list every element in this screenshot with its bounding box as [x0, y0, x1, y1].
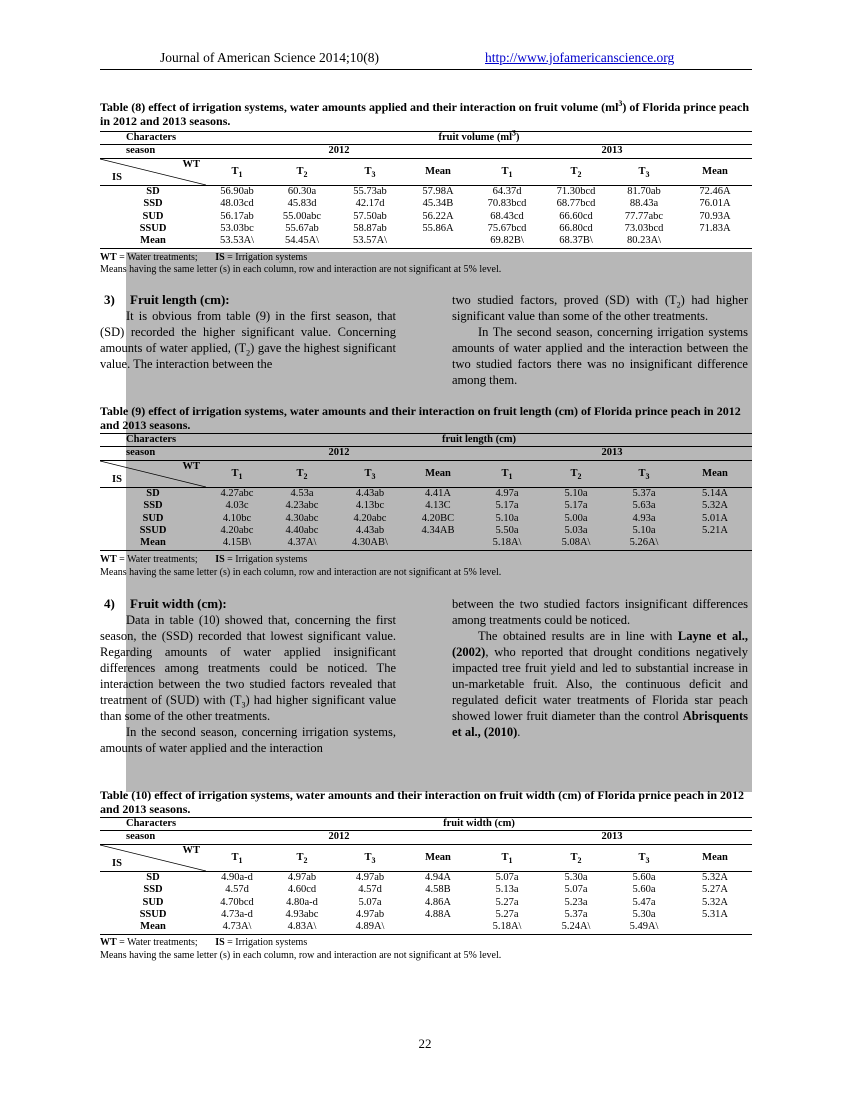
- column-header: $T_2$: [542, 460, 610, 487]
- table-cell: 5.07a: [564, 884, 588, 896]
- table-cell: 4.03c: [225, 500, 249, 512]
- table-cell: 77.77abc: [624, 210, 664, 222]
- row-label: Mean: [100, 537, 206, 550]
- table-cell: 5.32A: [702, 896, 728, 908]
- column-header: $T_1$: [472, 158, 542, 185]
- table-cell: 71.30bcd: [556, 185, 596, 197]
- table-cell: 5.18A\: [472, 537, 542, 550]
- significance-note: Means having the same letter (s) in each column, row and interaction are not significant at 5% level.: [100, 567, 502, 578]
- table-cell: 4.97ab: [355, 871, 385, 883]
- table-cell: 55.73ab: [353, 185, 387, 197]
- section-3-left-column: [100, 292, 396, 372]
- table-row: [100, 525, 752, 537]
- table-cell: 4.30abc: [285, 512, 319, 524]
- row-label: SSUD: [139, 909, 167, 921]
- table-cell: 69.82B\: [472, 235, 542, 248]
- column-header: $T_1$: [206, 844, 268, 871]
- table-row: [100, 897, 752, 909]
- table-cell: 5.18A\: [472, 921, 542, 934]
- column-header: $T_3$: [336, 844, 404, 871]
- table-cell: 5.32A: [702, 871, 728, 883]
- table-row: [100, 921, 752, 934]
- column-header: $T_1$: [206, 158, 268, 185]
- table-cell: 5.03a: [564, 525, 588, 537]
- table-cell: 70.83bcd: [487, 198, 527, 210]
- table-cell: 4.27abc: [220, 487, 254, 499]
- table-cell: [678, 537, 752, 550]
- table-cell: 56.22A: [422, 210, 454, 222]
- table-legend: WT = Water treatments; IS = Irrigation systems: [100, 937, 308, 948]
- table-cell: 55.67ab: [285, 223, 319, 235]
- table-cell: 81.70ab: [627, 185, 661, 197]
- table-cell: 5.17a: [495, 500, 519, 512]
- column-header: $T_3$: [336, 158, 404, 185]
- column-header: $T_1$: [472, 844, 542, 871]
- column-header: Mean: [404, 158, 472, 185]
- table-cell: 5.30a: [632, 909, 656, 921]
- column-header: $T_2$: [542, 158, 610, 185]
- table-row: [100, 513, 752, 525]
- table-cell: 80.23A\: [610, 235, 678, 248]
- year-2012: 2012: [206, 447, 472, 460]
- table-cell: 54.45A\: [268, 235, 336, 248]
- table-cell: 76.01A: [699, 198, 731, 210]
- table-cell: 55.00abc: [282, 210, 322, 222]
- table-cell: 5.00a: [564, 512, 588, 524]
- data-table-fruit-length: [100, 433, 752, 551]
- table-cell: 5.26A\: [610, 537, 678, 550]
- table-cell: 4.13C: [425, 500, 451, 512]
- year-2013: 2013: [472, 145, 752, 158]
- table-legend: WT = Water treatments; IS = Irrigation systems: [100, 252, 308, 263]
- column-header: $T_1$: [472, 460, 542, 487]
- table-cell: 5.24A\: [542, 921, 610, 934]
- table-cell: [678, 921, 752, 934]
- table-cell: 4.20BC: [421, 512, 455, 524]
- table-cell: 70.93A: [699, 210, 731, 222]
- table-cell: 4.43ab: [355, 487, 385, 499]
- table-cell: 66.60cd: [559, 210, 593, 222]
- column-header: $T_2$: [542, 844, 610, 871]
- table-row: [100, 198, 752, 210]
- row-label: SSUD: [139, 223, 167, 235]
- measure-label: fruit length (cm): [206, 434, 752, 447]
- table-cell: 88.43a: [629, 198, 659, 210]
- column-header: $T_3$: [610, 844, 678, 871]
- citation: Layne et al.,(2002): [452, 629, 749, 659]
- column-header-row: [100, 460, 752, 487]
- characters-row: [100, 132, 752, 145]
- year-2013: 2013: [472, 447, 752, 460]
- table-row: [100, 884, 752, 896]
- table-cell: 57.98A: [422, 185, 454, 197]
- table-cell: 5.60a: [632, 884, 656, 896]
- table-cell: 4.40abc: [285, 525, 319, 537]
- column-header: $T_3$: [610, 158, 678, 185]
- table-cell: 4.94A: [425, 871, 451, 883]
- characters-label: Characters: [100, 434, 206, 447]
- table-cell: 4.93abc: [285, 909, 319, 921]
- table-cell: 5.08A\: [542, 537, 610, 550]
- table-cell: 4.70bcd: [220, 896, 254, 908]
- significance-note: Means having the same letter (s) in each column, row and interaction are not significant at 5% level.: [100, 264, 502, 275]
- table-cell: 56.90ab: [220, 185, 254, 197]
- data-table-fruit-volume: [100, 128, 752, 249]
- is-label: IS: [112, 172, 122, 184]
- season-row: [100, 447, 752, 460]
- table-cell: 4.37A\: [268, 537, 336, 550]
- table-row: [100, 500, 752, 512]
- table-cell: 57.50ab: [353, 210, 387, 222]
- table-cell: 4.97ab: [287, 871, 317, 883]
- table-cell: 66.80cd: [559, 223, 593, 235]
- table-cell: [678, 235, 752, 248]
- column-header-row: [100, 844, 752, 871]
- characters-row: [100, 818, 752, 831]
- table-row: [100, 909, 752, 921]
- table-cell: 5.10a: [632, 525, 656, 537]
- table-cell: 5.32A: [702, 500, 728, 512]
- paragraph: between the two studied factors insignificant differences among treatments could be noticed.: [452, 597, 748, 627]
- section-4-right-column: [452, 596, 748, 740]
- table-cell: 60.30a: [287, 185, 317, 197]
- citation: Abrisquents et al., (2010): [452, 709, 748, 739]
- column-header: $T_3$: [336, 460, 404, 487]
- table-row: [100, 487, 752, 500]
- table-cell: 4.90a-d: [221, 871, 253, 883]
- table-cell: 4.89A\: [336, 921, 404, 934]
- table-cell: [404, 537, 472, 550]
- column-header: $T_1$: [206, 460, 268, 487]
- corner-cell: [100, 844, 206, 871]
- table-cell: 5.37a: [564, 909, 588, 921]
- row-label: SSD: [143, 500, 163, 512]
- table-cell: 5.50a: [495, 525, 519, 537]
- table-cell: 5.10a: [564, 487, 588, 499]
- table-cell: 4.83A\: [268, 921, 336, 934]
- table-cell: 56.17ab: [220, 210, 254, 222]
- table-row: [100, 211, 752, 223]
- table-cell: 5.23a: [564, 896, 588, 908]
- column-header: $T_2$: [268, 158, 336, 185]
- table-cell: 45.83d: [287, 198, 317, 210]
- table-caption: Table (8) effect of irrigation systems, water amounts applied and their interaction on fruit volume $(ml^3)$ of Florida prince peach in 2012 and 2013 seasons.: [100, 99, 750, 128]
- table-cell: 4.80a-d: [286, 896, 318, 908]
- table-legend: WT = Water treatments; IS = Irrigation systems: [100, 554, 308, 565]
- year-2013: 2013: [472, 831, 752, 844]
- table-cell: 4.58B: [425, 884, 451, 896]
- wt-label: WT: [182, 844, 200, 856]
- characters-label: Characters: [100, 132, 206, 145]
- row-label: Mean: [100, 921, 206, 934]
- table-cell: 4.43ab: [355, 525, 385, 537]
- corner-cell: [100, 460, 206, 487]
- table-cell: 5.31A: [702, 909, 728, 921]
- table-cell: [404, 921, 472, 934]
- table-cell: 4.53a: [290, 487, 314, 499]
- is-label: IS: [112, 474, 122, 486]
- table-cell: 5.49A\: [610, 921, 678, 934]
- paragraph: In The second season, concerning irrigation systems amounts of water applied and the interaction between the two studied factors there was no insignificant difference among them.: [452, 325, 748, 387]
- table-caption: Table (10) effect of irrigation systems, water amounts and their interaction on fruit width (cm) of Florida prnice peach in 2012 and 2013 seasons.: [100, 788, 745, 816]
- page-number: 22: [418, 1036, 432, 1051]
- journal-title: Journal of American Science 2014;10(8): [160, 50, 379, 65]
- season-label: season: [100, 447, 206, 460]
- row-label: SSD: [143, 884, 163, 896]
- table-cell: 68.77bcd: [556, 198, 596, 210]
- column-header: $T_2$: [268, 844, 336, 871]
- table-cell: 42.17d: [355, 198, 385, 210]
- table-cell: 4.86A: [425, 896, 451, 908]
- table-cell: 68.43cd: [490, 210, 524, 222]
- table-cell: 53.53A\: [206, 235, 268, 248]
- table-cell: 71.83A: [699, 223, 731, 235]
- paragraph: It is obvious from table (9) in the first season, that (SD) recorded the higher significant value. Concerning amounts of water applied, $(T_2)$ gave the highest significant value. The interaction between the: [100, 309, 396, 371]
- journal-url-link[interactable]: http://www.jofamericanscience.org: [485, 50, 675, 65]
- row-label: SSD: [143, 198, 163, 210]
- table-cell: 73.03bcd: [624, 223, 664, 235]
- column-header: Mean: [404, 460, 472, 487]
- table-cell: 5.07a: [358, 896, 382, 908]
- table-cell: 45.34B: [422, 198, 454, 210]
- column-header: Mean: [678, 158, 752, 185]
- table-cell: 5.10a: [495, 512, 519, 524]
- table-cell: 53.57A\: [336, 235, 404, 248]
- column-header: $T_3$: [610, 460, 678, 487]
- data-table-fruit-width: [100, 817, 752, 935]
- table-cell: 4.13bc: [355, 500, 385, 512]
- table-row: [100, 235, 752, 248]
- paragraph: In the second season, concerning irrigation systems, amounts of water applied and the interaction: [100, 725, 396, 755]
- table-cell: 53.03bc: [220, 223, 254, 235]
- table-cell: 4.23abc: [285, 500, 319, 512]
- row-label: SD: [146, 871, 160, 883]
- column-header: $T_2$: [268, 460, 336, 487]
- table-cell: 55.86A: [422, 223, 454, 235]
- column-header: Mean: [678, 844, 752, 871]
- table-cell: 4.57d: [358, 884, 382, 896]
- table-cell: 4.60cd: [287, 884, 317, 896]
- section-heading: 4) Fruit width (cm):: [104, 596, 227, 611]
- paragraph: Data in table (10) showed that, concerning the first season, the (SSD) recorded that lowest significant value. Regarding amounts of water applied insignificant differences among treatments could be noticed. The interaction between the two studied factors revealed that treatment of (SUD) with $(T_3)$ had higher significant value than some of the other treatments.: [100, 613, 397, 723]
- characters-row: [100, 434, 752, 447]
- table-cell: 4.57d: [225, 884, 249, 896]
- table-cell: 4.73A\: [206, 921, 268, 934]
- table-row: [100, 537, 752, 550]
- table-cell: 4.97ab: [355, 909, 385, 921]
- measure-label: fruit width (cm): [206, 818, 752, 831]
- row-label: SUD: [142, 896, 164, 908]
- table-cell: 5.63a: [632, 500, 656, 512]
- row-label: SSUD: [139, 525, 167, 537]
- column-header-row: [100, 158, 752, 185]
- table-cell: 5.47a: [632, 896, 656, 908]
- table-cell: [404, 235, 472, 248]
- season-label: season: [100, 145, 206, 158]
- section-heading: 3) Fruit length (cm):: [104, 292, 230, 307]
- table-row: [100, 871, 752, 884]
- table-cell: 64.37d: [492, 185, 522, 197]
- paragraph: two studied factors, proved (SD) with $(T_2)$ had higher significant value than some of the other treatments.: [452, 293, 748, 323]
- table-caption: Table (9) effect of irrigation systems, water amounts and their interaction on fruit length (cm) of Florida prince peach in 2012 and 2013 seasons.: [100, 404, 741, 432]
- table-row: [100, 185, 752, 198]
- wt-label: WT: [182, 460, 200, 472]
- year-2012: 2012: [206, 145, 472, 158]
- table-cell: 5.14A: [702, 487, 728, 499]
- paragraph: The obtained results are in line with Layne et al.,(2002), who reported that drought conditions negatively impacted tree fruit yield and led to substantial increase in un-marketable fruit. Also, the continuous deficit and regulated deficit water treatments of Florida star peach showed lower fruit diameter than the control Abrisquents et al., (2010).: [452, 629, 749, 739]
- table-cell: 5.60a: [632, 871, 656, 883]
- table-cell: 4.93a: [632, 512, 656, 524]
- table-cell: 5.27a: [495, 909, 519, 921]
- table-row: [100, 223, 752, 235]
- table-cell: 4.20abc: [353, 512, 387, 524]
- table-cell: 5.27a: [495, 896, 519, 908]
- table-cell: 5.17a: [564, 500, 588, 512]
- table-cell: 4.10bc: [222, 512, 252, 524]
- header-rule: [100, 69, 752, 70]
- table-cell: 4.88A: [425, 909, 451, 921]
- table-cell: 48.03cd: [220, 198, 254, 210]
- year-2012: 2012: [206, 831, 472, 844]
- column-header: Mean: [404, 844, 472, 871]
- season-row: [100, 831, 752, 844]
- table-cell: 5.01A: [702, 512, 728, 524]
- table-cell: 5.13a: [495, 884, 519, 896]
- row-label: SUD: [142, 210, 164, 222]
- measure-label: fruit volume $(ml^3)$: [206, 132, 752, 145]
- section-3-right-column: [452, 292, 748, 388]
- table-cell: 4.15B\: [206, 537, 268, 550]
- season-label: season: [100, 831, 206, 844]
- table-cell: 4.97a: [495, 487, 519, 499]
- corner-cell: [100, 158, 206, 185]
- table-cell: 68.37B\: [542, 235, 610, 248]
- column-header: Mean: [678, 460, 752, 487]
- wt-label: WT: [182, 158, 200, 170]
- table-cell: 5.27A: [702, 884, 728, 896]
- section-4-left-column: [100, 596, 396, 756]
- significance-note: Means having the same letter (s) in each column, row and interaction are not significant at 5% level.: [100, 950, 502, 961]
- table-cell: 5.21A: [702, 525, 728, 537]
- table-cell: 4.34AB: [421, 525, 455, 537]
- table-cell: 4.30AB\: [336, 537, 404, 550]
- season-row: [100, 145, 752, 158]
- characters-label: Characters: [100, 818, 206, 831]
- table-cell: 75.67bcd: [487, 223, 527, 235]
- table-cell: 5.37a: [632, 487, 656, 499]
- table-cell: 4.73a-d: [221, 909, 253, 921]
- row-label: Mean: [100, 235, 206, 248]
- table-cell: 4.41A: [425, 487, 451, 499]
- is-label: IS: [112, 858, 122, 870]
- row-label: SUD: [142, 512, 164, 524]
- row-label: SD: [146, 185, 160, 197]
- table-cell: 5.30a: [564, 871, 588, 883]
- table-cell: 5.07a: [495, 871, 519, 883]
- table-cell: 4.20abc: [220, 525, 254, 537]
- row-label: SD: [146, 487, 160, 499]
- table-cell: 72.46A: [699, 185, 731, 197]
- table-cell: 58.87ab: [353, 223, 387, 235]
